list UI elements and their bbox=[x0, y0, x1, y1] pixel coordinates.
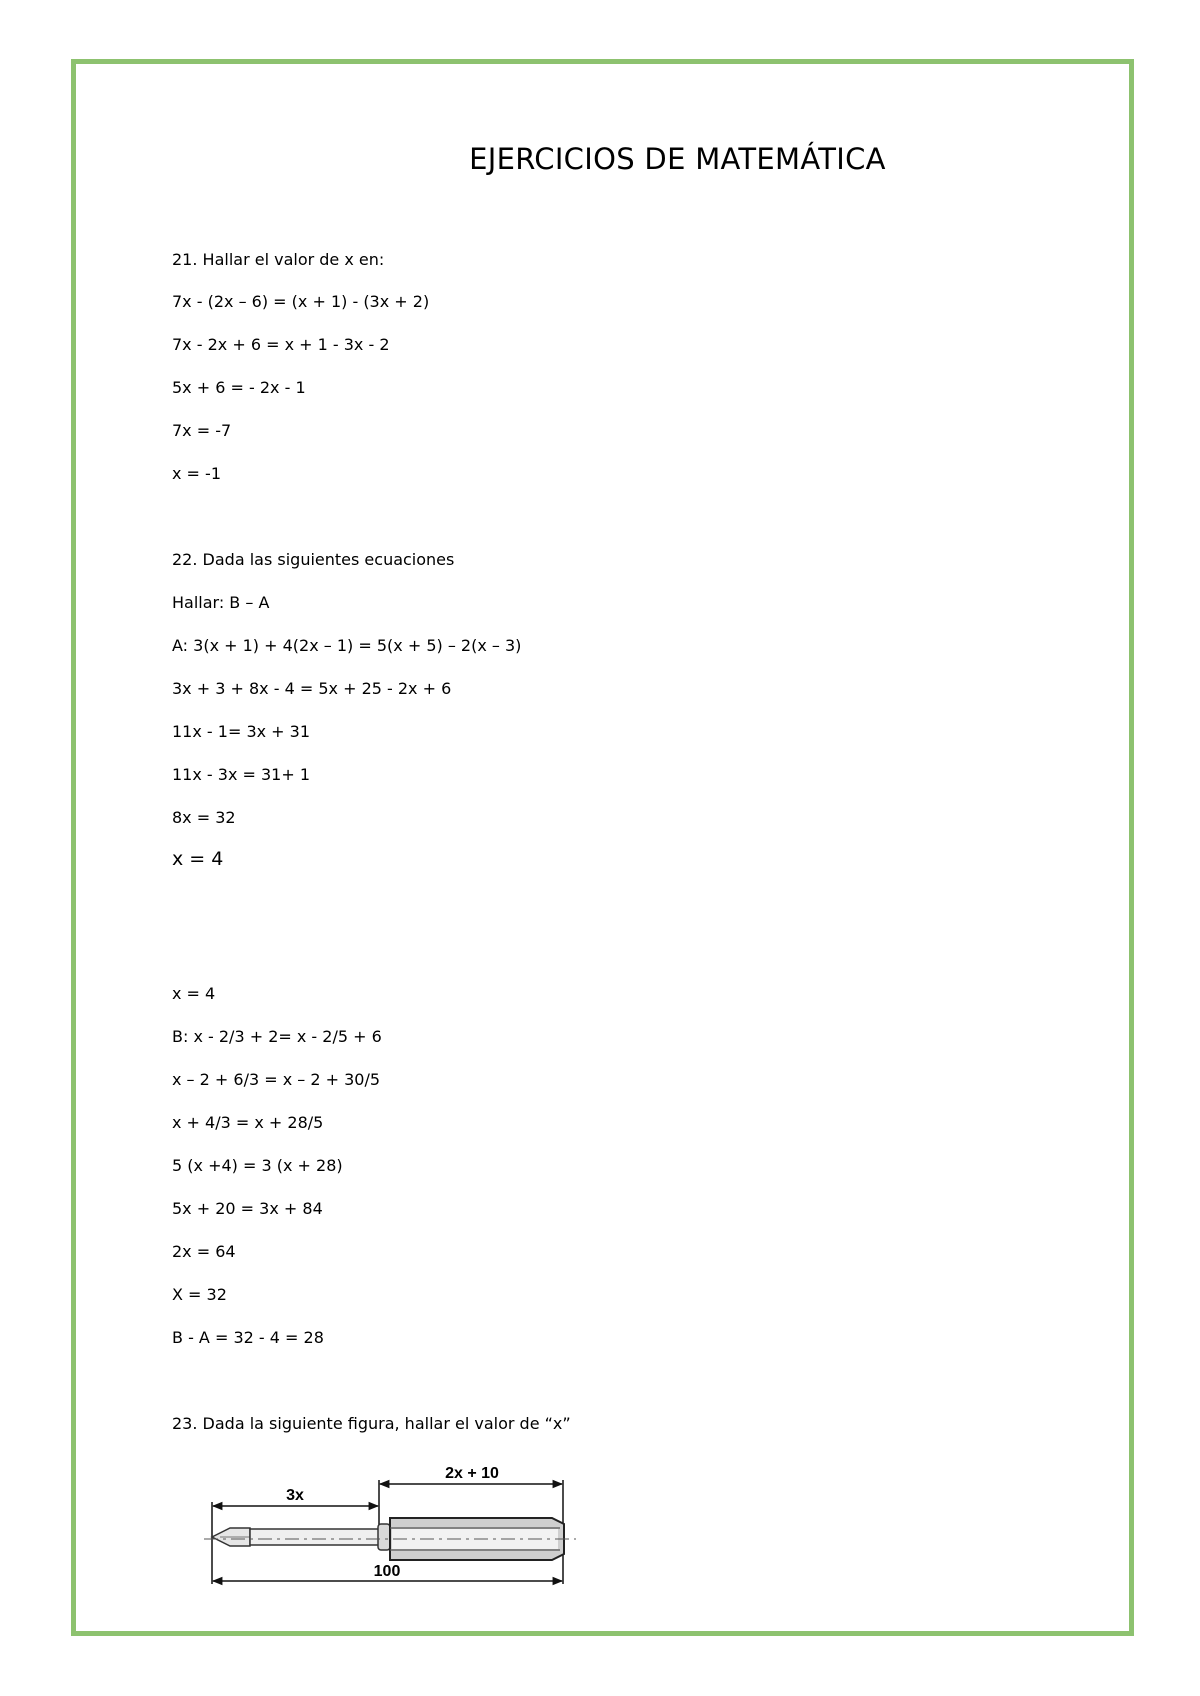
screwdriver-collar bbox=[378, 1524, 390, 1550]
ex22-a-result: x = 4 bbox=[172, 984, 216, 1003]
ex21-step: 7x - (2x – 6) = (x + 1) - (3x + 2) bbox=[172, 292, 430, 311]
screwdriver-shaft bbox=[250, 1529, 380, 1545]
ex22-a-step: 11x - 3x = 31+ 1 bbox=[172, 765, 311, 784]
label-right: 2x + 10 bbox=[445, 1465, 499, 1482]
ex22-b-step: 2x = 64 bbox=[172, 1242, 236, 1261]
ex21-heading: 21. Hallar el valor de x en: bbox=[172, 250, 385, 269]
ex21-step: 7x - 2x + 6 = x + 1 - 3x - 2 bbox=[172, 335, 390, 354]
ex22-a-step: x = 4 bbox=[172, 848, 224, 870]
ex22-b-step: 5 (x +4) = 3 (x + 28) bbox=[172, 1156, 343, 1175]
ex22-a-step: A: 3(x + 1) + 4(2x – 1) = 5(x + 5) – 2(x – 3) bbox=[172, 636, 522, 655]
ex22-a-step: 11x - 1= 3x + 31 bbox=[172, 722, 311, 741]
screwdriver-figure bbox=[200, 1462, 580, 1594]
ex22-b-step: B: x - 2/3 + 2= x - 2/5 + 6 bbox=[172, 1027, 382, 1046]
ex22-a-step: 8x = 32 bbox=[172, 808, 236, 827]
ex22-b-step: x – 2 + 6/3 = x – 2 + 30/5 bbox=[172, 1070, 381, 1089]
ex21-step: 5x + 6 = - 2x - 1 bbox=[172, 378, 306, 397]
ex22-heading: 22. Dada las siguientes ecuaciones bbox=[172, 550, 455, 569]
label-left: 3x bbox=[286, 1487, 304, 1504]
ex22-find: Hallar: B – A bbox=[172, 593, 270, 612]
page-title: EJERCICIOS DE MATEMÁTICA bbox=[469, 142, 886, 176]
ex22-b-step: 5x + 20 = 3x + 84 bbox=[172, 1199, 323, 1218]
ex22-b-step: B - A = 32 - 4 = 28 bbox=[172, 1328, 324, 1347]
ex21-step: x = -1 bbox=[172, 464, 221, 483]
ex22-b-step: x + 4/3 = x + 28/5 bbox=[172, 1113, 324, 1132]
ex22-a-step: 3x + 3 + 8x - 4 = 5x + 25 - 2x + 6 bbox=[172, 679, 452, 698]
ex23-heading: 23. Dada la siguiente figura, hallar el valor de “x” bbox=[172, 1414, 571, 1433]
ex22-b-step: X = 32 bbox=[172, 1285, 227, 1304]
ex21-step: 7x = -7 bbox=[172, 421, 232, 440]
label-total: 100 bbox=[373, 1563, 401, 1580]
